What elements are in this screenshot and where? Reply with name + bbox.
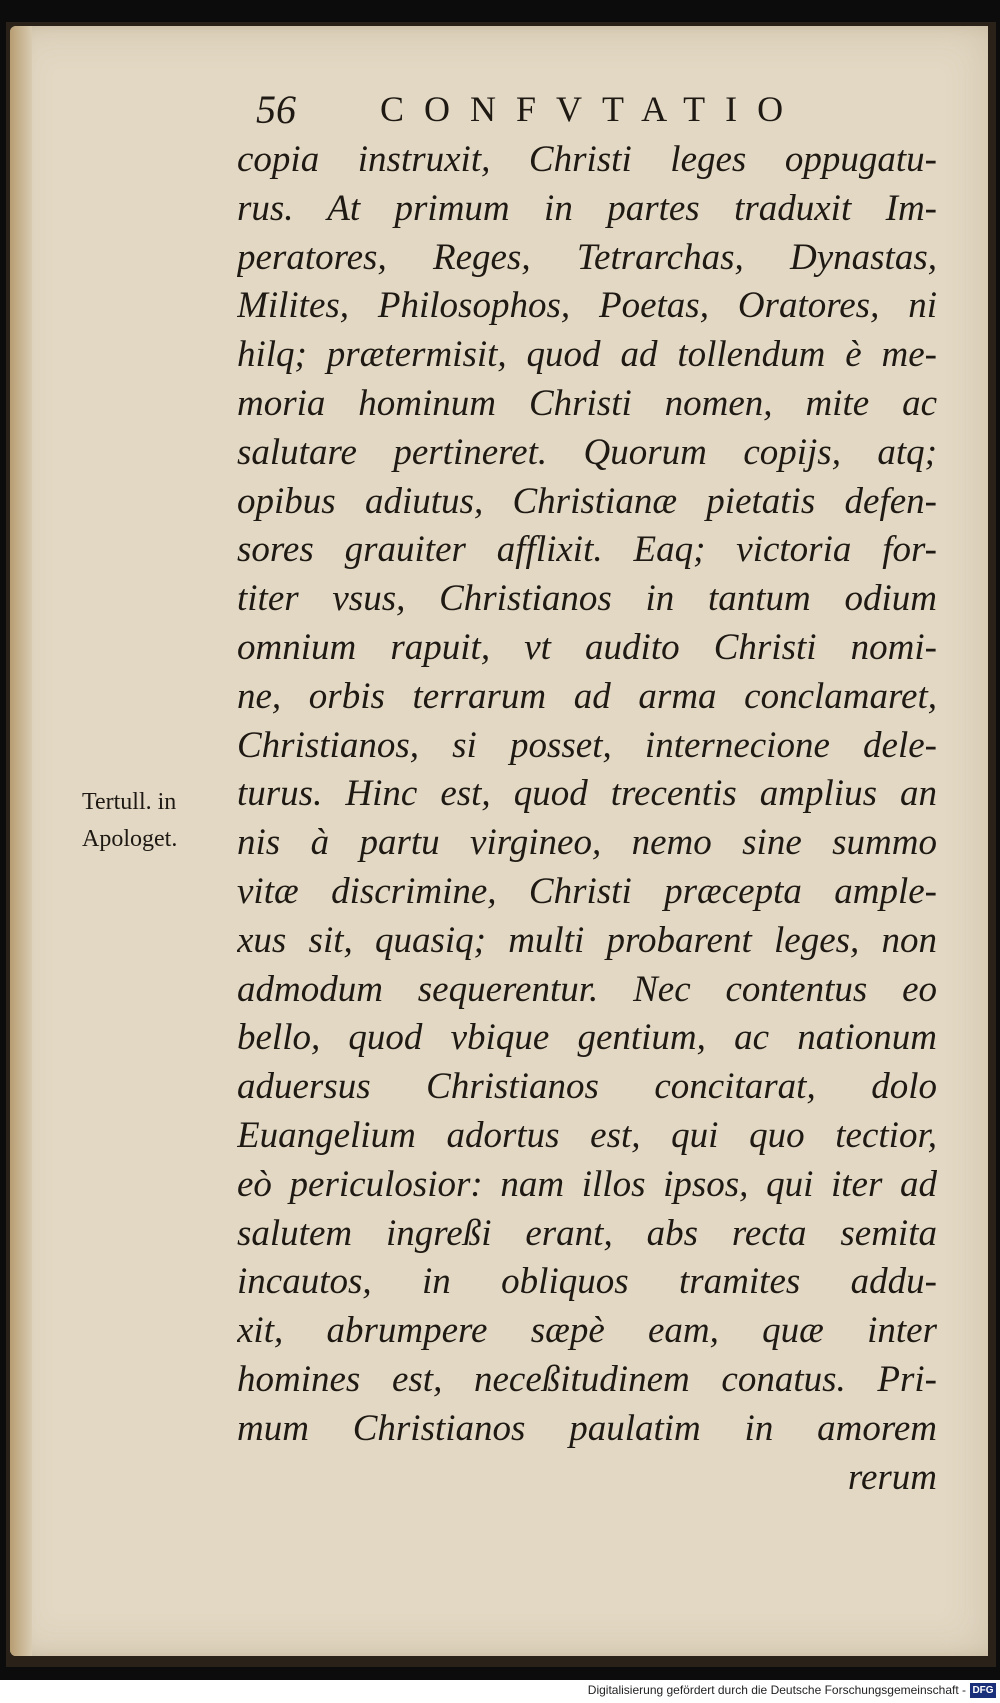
text-line: titer vsus, Christianos in tantum odium [237,578,937,620]
text-line: turus. Hinc est, quod trecentis amplius an [237,773,937,815]
funding-credit: Digitalisierung gefördert durch die Deutsche Forschungsgemeinschaft - [587,1683,966,1697]
text-line: incautos, in obliquos tramites addu- [237,1261,937,1303]
text-line: Christianos, si posset, internecione dele- [237,724,937,766]
text-line: hilq; prætermisit, quod ad tollendum è me- [237,334,937,376]
text-line: copia instruxit, Christi leges oppugatu- [237,139,937,180]
catchword: rerum [847,1456,937,1498]
margin-note-line: Tertull. in [82,789,177,815]
text-line: nis à partu virgineo, nemo sine summo [237,822,937,864]
text-line: xus sit, quasiq; multi probarent leges, non [237,919,937,961]
text-line: eò periculosior: nam illos ipsos, qui iter ad [237,1163,937,1205]
text-line: omnium rapuit, vt audito Christi nomi- [237,626,937,668]
text-line: Milites, Philosophos, Poetas, Oratores, ni [237,285,937,327]
text-line: moria hominum Christi nomen, mite ac [237,382,937,424]
text-line: xit, abrumpere sæpè eam, quæ inter [237,1310,937,1352]
text-line: sores grauiter afflixit. Eaq; victoria for- [237,529,937,571]
running-title: CONFVTATIO [380,89,804,129]
text-line: mum Christianos paulatim in amorem [237,1407,937,1449]
text-line: Euangelium adortus est, qui quo tectior, [237,1114,937,1156]
digitization-footer [0,1680,1000,1703]
text-line: aduersus Christianos concitarat, dolo [237,1066,937,1108]
text-line: peratores, Reges, Tetrarchas, Dynastas, [237,236,937,278]
page-gutter-edge [10,26,32,1656]
text-line: admodum sequerentur. Nec contentus eo [237,968,937,1010]
page-number: 56 [256,87,296,132]
margin-note-line: Apologet. [82,826,178,852]
text-line: bello, quod vbique gentium, ac nationum [237,1017,937,1059]
text-line: vitæ discrimine, Christi præcepta ample- [237,870,937,912]
body-text [237,136,937,1502]
text-line: rus. At primum in partes traduxit Im- [237,187,937,229]
text-line: salutare pertineret. Quorum copijs, atq; [237,431,937,473]
text-line: salutem ingreßi erant, abs recta semita [237,1212,937,1254]
text-line: opibus adiutus, Christianæ pietatis defen- [237,480,937,522]
margin-note [82,784,242,858]
text-line: ne, orbis terrarum ad arma conclamaret, [237,675,937,717]
dfg-logo-icon: DFG [970,1683,996,1698]
text-line: homines est, neceßitudinem conatus. Pri- [237,1358,937,1400]
page-header [256,86,856,136]
